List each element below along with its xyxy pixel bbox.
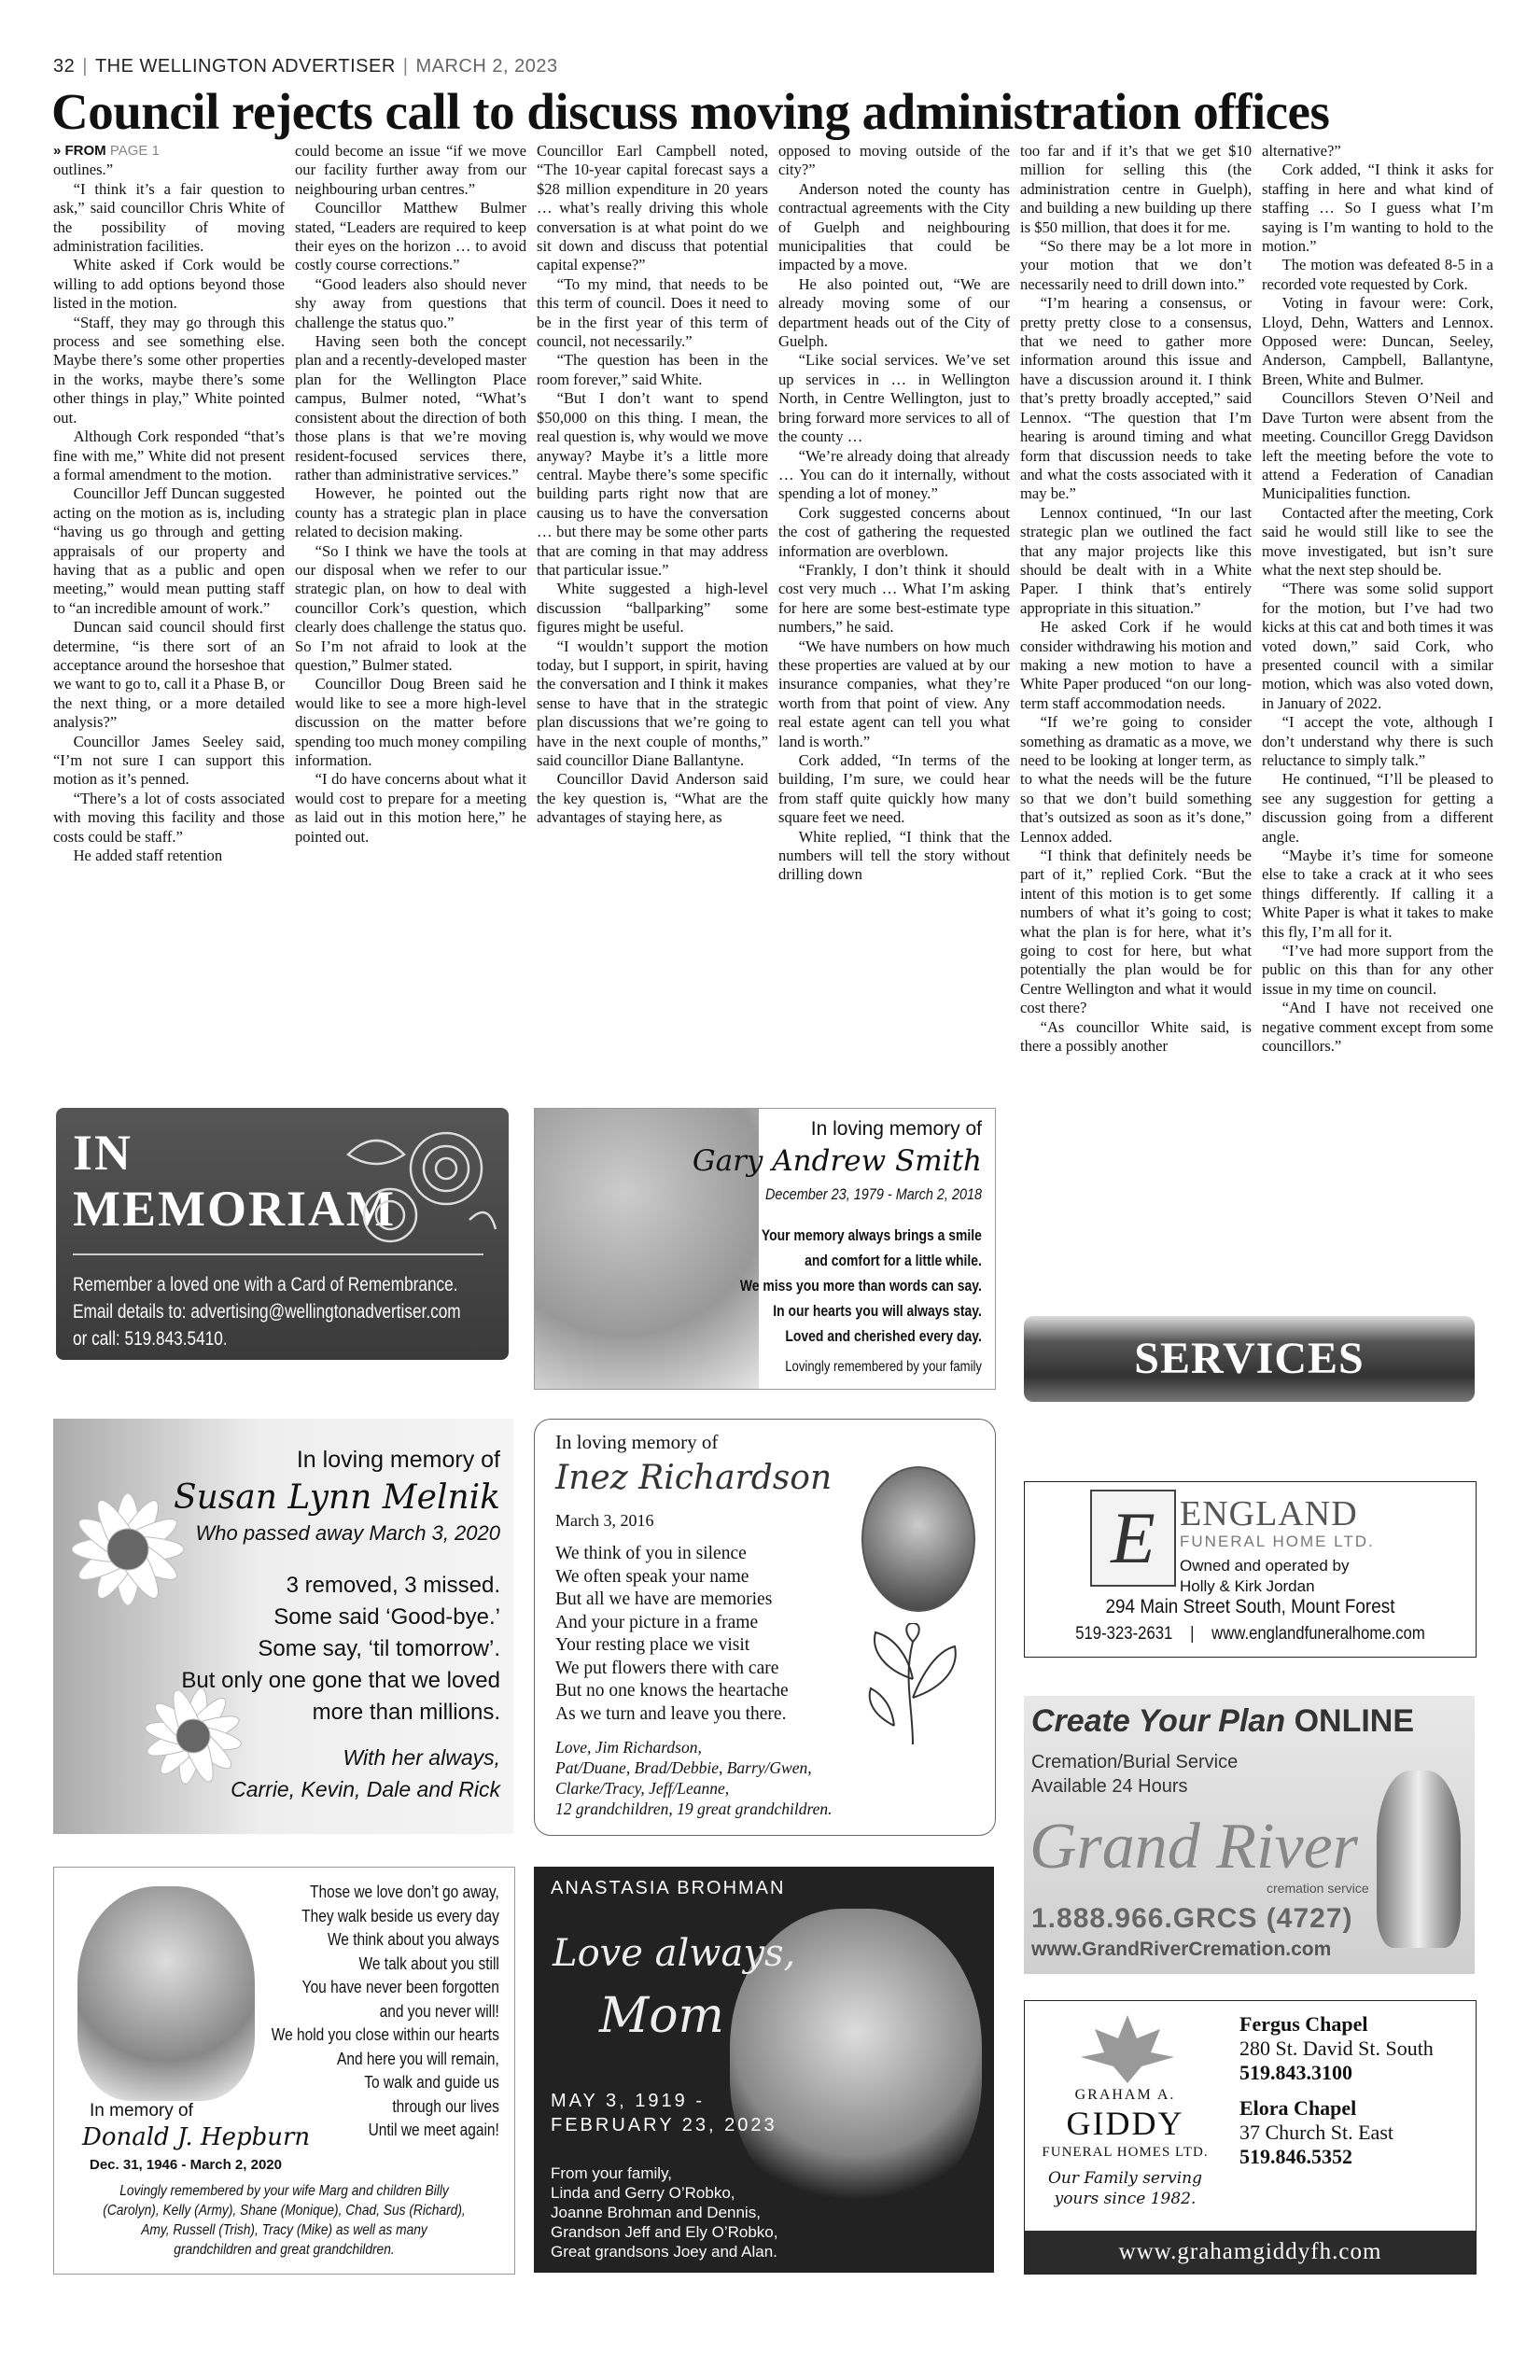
text-line: Linda and Gerry O’Robko, [551, 2184, 735, 2202]
article-column-1 [53, 142, 285, 865]
elora-chapel: Elora Chapel [1239, 2096, 1357, 2120]
text-line: We talk about you still [358, 1953, 499, 1973]
text-line: Loved and cherished every day. [785, 1327, 982, 1345]
article-paragraph: Councillor Doug Breen said he would like to see a more high-level discussion on the matter before spending too much money compiling information. [295, 675, 526, 769]
article-paragraph: could become an issue “if we move our facility further away from our neighbouring urban centres.” [295, 142, 526, 198]
text-line: We think of you in silence [555, 1544, 747, 1563]
text-line: But all we have are memories [555, 1589, 773, 1609]
susan-closing-1: With her always, [343, 1745, 500, 1770]
elora-phone[interactable]: 519.846.5352 [1239, 2145, 1352, 2168]
article-paragraph: Councillors Steven O’Neil and Dave Turton were absent from the meeting. Councillor Gregg Davidson left the meeting before the vote to attend a Federation of Canadian Municipalities function. [1262, 389, 1493, 503]
hepburn-dates: Dec. 31, 1946 - March 2, 2020 [90, 2157, 282, 2173]
susan-intro: In loving memory of [296, 1447, 500, 1473]
text-line: We miss you more than words can say. [739, 1277, 982, 1295]
text-line: and comfort for a little while. [805, 1252, 982, 1269]
article-paragraph: Voting in favour were: Cork, Lloyd, Dehn, Watters and Lennox. Opposed were: Duncan, Seeley, Anderson, Campbell, Ballantyne, Breen, White and Bulmer. [1262, 294, 1493, 388]
text-line: Great grandsons Joey and Alan. [551, 2243, 777, 2261]
susan-passed: Who passed away March 3, 2020 [195, 1521, 500, 1545]
text-line: From your family, [551, 2164, 673, 2182]
text-line: You have never been forgotten [301, 1978, 499, 1996]
anastasia-brohman-memorial [534, 1867, 994, 2273]
article-paragraph: “If we’re going to consider something as dramatic as a move, we need to be looking at longer term, as to what the needs will be the future so that we don’t build something that’s outsized as soon as it’s done,” Lennox added. [1020, 713, 1252, 846]
gary-name: Gary Andrew Smith [692, 1144, 982, 1178]
article-paragraph: Duncan said council should first determine, “is there sort of an acceptance around the horseshoe that we want to go to, call it a Phase B, or the next thing, or a more detailed analysis?” [53, 618, 285, 732]
grand-website[interactable]: www.GrandRiverCremation.com [1031, 1939, 1332, 1960]
in-memoriam-ad[interactable] [56, 1108, 509, 1360]
england-phone[interactable]: 519-323-2631 [1075, 1624, 1173, 1644]
inez-family [555, 1737, 833, 1819]
susan-closing-2: Carrie, Kevin, Dale and Rick [231, 1777, 500, 1801]
article-paragraph: “I do have concerns about what it would cost to prepare for a meeting as laid out in this motion here,” he pointed out. [295, 770, 526, 846]
divider: | [1190, 1624, 1195, 1644]
article-paragraph: Cork suggested concerns about the cost of gathering the requested information are overblown. [778, 503, 1010, 560]
giddy-name-1: GRAHAM A. [1074, 2087, 1176, 2103]
hepburn-name: Donald J. Hepburn [82, 2123, 311, 2151]
brohman-script-2: Mom [599, 1988, 724, 2044]
susan-melnik-memorial [53, 1419, 513, 1834]
article-paragraph: Councillor Earl Campbell noted, “The 10-year capital forecast says a $28 million expenditure in 20 years … what’s really driving this whole conversation is at what point do we sit down and discuss that potential capital expense?” [537, 142, 768, 274]
article-paragraph: “Good leaders also should never shy away from questions that challenge the status quo.” [295, 274, 526, 331]
article-paragraph: Anderson noted the county has contractual agreements with the City of Guelph and neighbouring municipalities that could be impacted by a move. [778, 179, 1010, 274]
text-line: We think about you always [328, 1930, 499, 1949]
article-column-2 [295, 142, 526, 847]
brohman-dates-2: FEBRUARY 23, 2023 [551, 2115, 777, 2135]
text-line: 12 grandchildren, 19 great grandchildren. [555, 1799, 833, 1818]
article-paragraph: “As councillor White said, is there a possibly another [1020, 1017, 1252, 1056]
fergus-phone[interactable]: 519.843.3100 [1239, 2061, 1352, 2084]
article-paragraph: “To my mind, that needs to be this term of council. Does it need to be in the first year of this term of council, not necessarily.” [537, 274, 768, 351]
article-paragraph: He asked Cork if he would consider withdrawing his motion and making a new motion to have a White Paper produced “on our long-term staff accommodation needs. [1020, 618, 1252, 712]
article-paragraph: alternative?” [1262, 142, 1341, 160]
article-paragraph: Councillor Matthew Bulmer stated, “Leaders are required to keep their eyes on the horizon … to avoid costly course corrections.” [295, 199, 526, 274]
inez-name: Inez Richardson [555, 1459, 833, 1497]
urn-icon [1377, 1771, 1461, 1948]
elora-address: 37 Church St. East [1239, 2121, 1393, 2144]
text-line: And here you will remain, [337, 2049, 499, 2068]
grand-headline-online: ONLINE [1294, 1703, 1415, 1739]
hepburn-intro: In memory of [90, 2101, 193, 2121]
susan-verse [181, 1570, 500, 1729]
fergus-address: 280 St. David St. South [1239, 2037, 1434, 2060]
article-paragraph: White replied, “I think that the numbers will tell the story without drilling down [778, 827, 1010, 884]
inez-photo [861, 1466, 975, 1612]
gary-footer: Lovingly remembered by your family [785, 1359, 982, 1375]
text-line: To walk and guide us [364, 2073, 499, 2092]
text-line: Some say, ‘til tomorrow’. [258, 1636, 500, 1661]
fergus-chapel: Fergus Chapel [1239, 2012, 1368, 2036]
inez-richardson-memorial [534, 1419, 996, 1836]
text-line: Clarke/Tracy, Jeff/Leanne, [555, 1779, 730, 1798]
gary-intro: In loving memory of [810, 1118, 982, 1140]
text-line: Grandson Jeff and Ely O’Robko, [551, 2223, 778, 2241]
article-paragraph: too far and if it’s that we get $10 million for selling this (the administration centre in Guelph), and building a new building up there is $50 million, that does it for me. [1020, 142, 1252, 236]
text-line: Amy, Russell (Trish), Tracy (Mike) as well as many [141, 2222, 427, 2238]
text-line: We hold you close within our hearts [271, 2025, 499, 2044]
article-paragraph: Councillor Jeff Duncan suggested acting on the motion as is, including “having us go through and getting appraisals of our property and having that as a public and open meeting,” would mean putting staff to “an incredible amount of work.” [53, 484, 285, 617]
article-paragraph: “Frankly, I don’t think it should cost very much … What I’m asking for here are some best-estimate type numbers,” he said. [778, 560, 1010, 637]
article-paragraph: “Staff, they may go through this process and see something else. Maybe there’s some other properties in the works, maybe there’s some other things in play,” White pointed out. [53, 313, 285, 427]
england-subname: FUNERAL HOME LTD. [1180, 1533, 1375, 1550]
giddy-name-2: GIDDY [1066, 2105, 1184, 2142]
text-line: Joanne Brohman and Dennis, [551, 2204, 761, 2221]
inez-poem [555, 1543, 789, 1726]
article-paragraph: The motion was defeated 8-5 in a recorded vote requested by Cork. [1262, 256, 1493, 293]
paper-name: THE WELLINGTON ADVERTISER [94, 56, 396, 77]
text-line: In our hearts you will always stay. [773, 1302, 982, 1320]
maple-leaf-icon [1071, 2010, 1183, 2085]
text-line: and you never will! [379, 2001, 499, 2021]
inez-intro: In loving memory of [555, 1431, 719, 1453]
page-number: 32 [53, 56, 76, 77]
england-name: ENGLAND [1180, 1494, 1358, 1533]
england-website[interactable]: www.englandfuneralhome.com [1211, 1624, 1425, 1644]
article-paragraph: “I think it’s a fair question to ask,” said councillor Chris White of the possibility of moving administration facilities. [53, 179, 285, 256]
text-line: They walk beside us every day [301, 1906, 499, 1925]
article-column-3 [537, 142, 768, 828]
giddy-sub: FUNERAL HOMES LTD. [1042, 2145, 1209, 2160]
article-paragraph: “So there may be a lot more in your motion that we don’t necessarily need to drill down into.” [1020, 237, 1252, 293]
memoriam-line-1: Remember a loved one with a Card of Remembrance. [73, 1274, 458, 1295]
inez-date: March 3, 2016 [555, 1511, 654, 1530]
issue-date: MARCH 2, 2023 [415, 56, 558, 77]
grand-service-2: Available 24 Hours [1031, 1776, 1188, 1797]
col-body [53, 161, 285, 865]
page-header: 32 | THE WELLINGTON ADVERTISER | MARCH 2, 2023 [53, 56, 558, 77]
text-line: Love, Jim Richardson, [555, 1738, 702, 1757]
grand-headline: Create Your Plan [1031, 1703, 1286, 1739]
article-paragraph: White suggested a high-level discussion “ballparking” some figures might be useful. [537, 580, 768, 637]
grand-subname: cremation service [1267, 1881, 1369, 1896]
giddy-website[interactable]: www.grahamgiddyfh.com [1025, 2231, 1476, 2274]
text-line: But only one gone that we loved [181, 1668, 500, 1693]
text-line: Pat/Duane, Brad/Debbie, Barry/Gwen, [555, 1758, 812, 1777]
brohman-dates-1: MAY 3, 1919 - [551, 2091, 705, 2111]
grand-service-1: Cremation/Burial Service [1031, 1752, 1239, 1772]
hepburn-footer [87, 2181, 483, 2260]
gary-verse [740, 1223, 982, 1349]
article-paragraph: Councillor James Seeley said, “I’m not sure I can support this motion as it’s penned. [53, 732, 285, 789]
memoriam-email[interactable]: Email details to: advertising@wellingtonadvertiser.com [73, 1301, 461, 1323]
grand-phone[interactable]: 1.888.966.GRCS (4727) [1031, 1903, 1353, 1934]
giddy-motto-1: Our Family serving [1048, 2169, 1202, 2188]
gary-smith-memorial [534, 1108, 996, 1390]
article-paragraph: “I’ve had more support from the public on this than for any other issue in my time on council. [1262, 942, 1493, 998]
article-paragraph: However, he pointed out the county has a strategic plan in place related to decision making. [295, 484, 526, 541]
text-line: (Carolyn), Kelly (Army), Shane (Monique), Chad, Sus (Richard), [103, 2203, 466, 2219]
memoriam-phone: or call: 519.843.5410. [73, 1328, 228, 1350]
article-paragraph: “We have numbers on how much these properties are valued at by our insurance companies, what they’re worth from that point of view. Any real estate agent can tell you what land is worth.” [778, 637, 1010, 750]
text-line: We put flowers there with care [555, 1658, 779, 1678]
article-paragraph: “I think that definitely needs be part of it,” replied Cork. “But the intent of this motion is to get some numbers of what it’s going to cost; what the plan is for here, what it’s going to cost for here, but what potentially the plan would be for Centre Wellington and what it would cost there? [1020, 847, 1252, 1017]
england-owned: Owned and operated by [1180, 1557, 1350, 1575]
text-line: Those we love don’t go away, [310, 1883, 499, 1901]
grand-river-cremation-ad[interactable] [1024, 1696, 1475, 1974]
article-paragraph: “I wouldn’t support the motion today, but I support, in spirit, having the conversation and I think it makes sense to have that in the strategic plan discussions that we’re going to have in the next couple of months,” said councillor Diane Ballantyne. [537, 637, 768, 769]
rose-icon [339, 1117, 497, 1248]
article-paragraph: “So I think we have the tools at our disposal when we refer to our strategic plan, on how to deal with councillor Cork’s question, which clearly does challenge the status quo. So I’m not afraid to look at the question,” Bulmer stated. [295, 541, 526, 674]
giddy-funeral-homes-ad[interactable] [1024, 2000, 1477, 2275]
text-line: Your memory always brings a smile [761, 1226, 982, 1244]
text-line: Some said ‘Good-bye.’ [273, 1604, 500, 1630]
text-line: more than millions. [312, 1700, 500, 1725]
article-paragraph: “I accept the vote, although I don’t understand why there is such reluctance to simply talk.” [1262, 713, 1493, 769]
article-paragraph: White asked if Cork would be willing to add options beyond those listed in the motion. [53, 256, 285, 313]
england-owners: Holly & Kirk Jordan [1180, 1577, 1315, 1595]
article-column-4 [778, 142, 1010, 885]
article-column-6 [1262, 142, 1493, 1057]
text-line: Your resting place we visit [555, 1635, 750, 1655]
hepburn-photo [77, 1886, 255, 2101]
article-paragraph: “There was some solid support for the motion, but I’ve had two kicks at this cat and both times it was voted down,” said Cork, who presented council with a similar motion, which was also voted down, in January of 2022. [1262, 580, 1493, 712]
article-paragraph: He also pointed out, “We are already moving some of our department heads out of the City of Guelph. [778, 274, 1010, 351]
england-logo-icon: E [1090, 1490, 1176, 1587]
article-paragraph: Contacted after the meeting, Cork said he would still like to see the move investigated, but isn’t sure what the next step should be. [1262, 503, 1493, 579]
grand-logo: Grand River [1029, 1811, 1358, 1883]
article-paragraph: Cork added, “In terms of the building, I’m sure, we could hear from staff quite quickly how many square feet we need. [778, 751, 1010, 827]
text-line: As we turn and leave you there. [555, 1703, 787, 1724]
gary-dates: December 23, 1979 - March 2, 2018 [764, 1185, 982, 1203]
article-paragraph: “I’m hearing a consensus, or pretty pretty close to a consensus, that we need to gather more information around this issue and have a discussion around it. I think that’s pretty broadly accepted,” said Lennox. “The question that I’m hearing is around timing and what form that discussion needs to take and what the costs associated with it may be.” [1020, 294, 1252, 503]
text-line: through our lives [392, 2096, 499, 2116]
article-paragraph: opposed to moving outside of the city?” [778, 142, 1010, 179]
services-banner: SERVICES [1024, 1316, 1475, 1402]
article-paragraph: “But I don’t want to spend $50,000 on this thing. I mean, the real question is, why would we move anyway? Maybe it’s a little more central. Maybe there’s some specific building parts right now that are causing us to have the conversation … but there may be some other parts that are coming in that may address that particular issue.” [537, 389, 768, 579]
article-paragraph: outlines.” [53, 161, 114, 179]
text-line: And your picture in a frame [555, 1612, 759, 1632]
article-paragraph: Having seen both the concept plan and a recently-developed master plan for the Wellington Place campus, Bulmer noted, “What’s consistent about the direction of both those plans is that we’re moving resident-focused services there, rather than administrative services.” [295, 332, 526, 483]
article-paragraph: He added staff retention [73, 847, 223, 865]
text-line: Until we meet again! [368, 2121, 499, 2139]
article-paragraph: “The question has been in the room forever,” said White. [537, 351, 768, 388]
article-paragraph: “We’re already doing that already … You can do it internally, without spending a lot of money.” [778, 446, 1010, 503]
article-paragraph: He continued, “I’ll be pleased to see any suggestion for getting a discussion going from a different angle. [1262, 770, 1493, 846]
text-line: 3 removed, 3 missed. [286, 1573, 500, 1598]
article-column-5 [1020, 142, 1252, 1057]
article-paragraph: “Like social services. We’ve set up services in … in Wellington North, in Centre Wellington, just to bring forward more services to all of the county … [778, 351, 1010, 446]
article-paragraph: Although Cork responded “that’s fine with me,” White did not present a formal amendment to the motion. [53, 427, 285, 483]
text-line: grandchildren and great grandchildren. [174, 2242, 395, 2258]
susan-name: Susan Lynn Melnik [173, 1478, 500, 1517]
headline: Council rejects call to discuss moving administration offices [51, 83, 1330, 140]
article-paragraph: “Maybe it’s time for someone else to take a crack at it who sees things differently. If calling it a White Paper is what it takes to make this fly, I’m all for it. [1262, 847, 1493, 941]
text-line: Lovingly remembered by your wife Marg and children Billy [119, 2183, 449, 2199]
text-line: But no one knows the heartache [555, 1681, 789, 1701]
brohman-name: ANASTASIA BROHMAN [551, 1878, 786, 1898]
giddy-motto-2: yours since 1982. [1054, 2190, 1197, 2208]
article-paragraph: Councillor David Anderson said the key question is, “What are the advantages of staying here, as [537, 770, 768, 827]
memoriam-title: IN MEMORIAM [73, 1125, 396, 1237]
brohman-family [551, 2163, 778, 2261]
england-address: 294 Main Street South, Mount Forest [1105, 1596, 1395, 1617]
brohman-script-1: Love always, [553, 1932, 796, 1975]
article-paragraph: “And I have not received one negative comment except from some councillors.” [1262, 999, 1493, 1056]
donald-hepburn-memorial [53, 1867, 515, 2275]
england-funeral-home-ad[interactable] [1024, 1481, 1477, 1658]
flower-sketch-icon [847, 1623, 978, 1744]
article-paragraph: Lennox continued, “In our last strategic plan we outlined the fact that any major projects like this should be dealt with in a White Paper. I think that’s entirely appropriate in this situation.” [1020, 503, 1252, 617]
from-page-jump[interactable]: » FROM PAGE 1 [53, 143, 160, 159]
text-line: We often speak your name [555, 1566, 749, 1587]
hepburn-poem [272, 1881, 499, 2143]
article-paragraph: “There’s a lot of costs associated with moving this facility and those costs could be staff.” [53, 789, 285, 846]
article-paragraph: Cork added, “I think it asks for staffing in here and what kind of staffing … So I guess what I’m saying is I’m wanting to hold to the motion.” [1262, 161, 1493, 256]
